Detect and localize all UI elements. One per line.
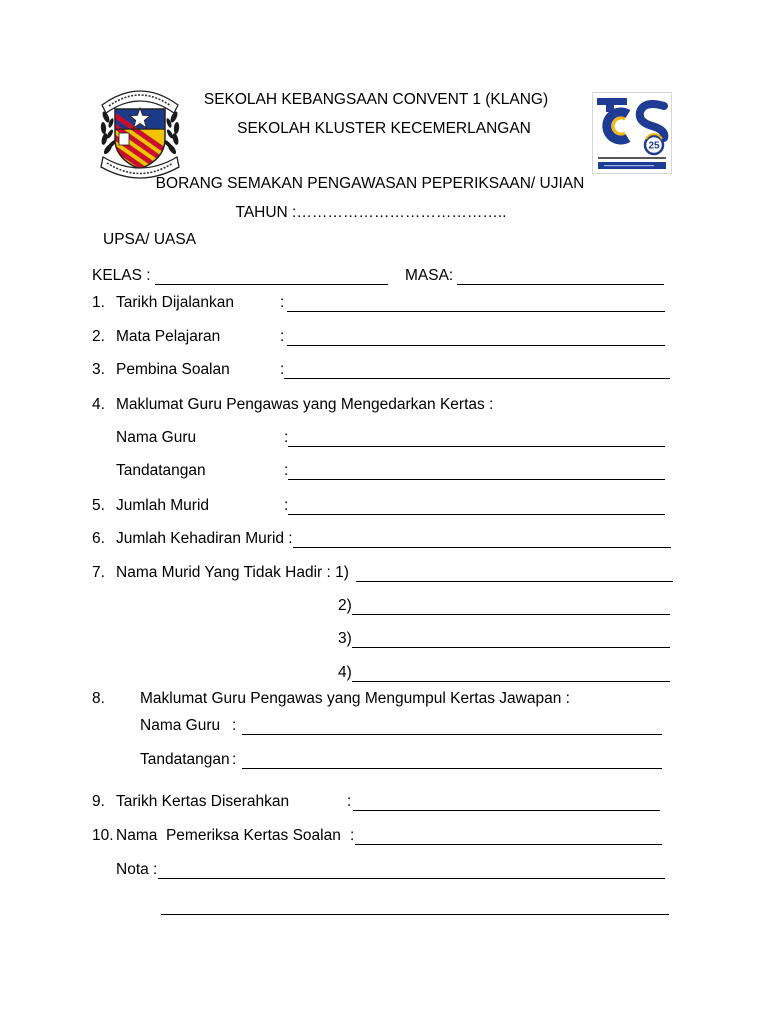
pembina-soalan-label: Pembina Soalan — [116, 361, 230, 378]
item-number: 3. — [92, 361, 105, 378]
tarikh-dijalankan-label: Tarikh Dijalankan — [116, 294, 235, 311]
item-colon: : — [280, 294, 285, 311]
tarikh-dijalankan-blank — [287, 311, 665, 312]
mata-pelajaran-label: Mata Pelajaran — [116, 328, 221, 345]
item-colon: : — [232, 717, 237, 734]
item-colon: : — [280, 328, 285, 345]
item-number: 4. — [92, 396, 105, 413]
absent-student-2-marker: 2) — [338, 597, 352, 614]
jumlah-murid-blank — [288, 514, 665, 515]
school-crest-icon — [97, 83, 183, 181]
nota-blank-line-2 — [161, 914, 669, 915]
ts25-logo-icon — [592, 92, 672, 174]
exam-type: UPSA/ UASA — [103, 231, 197, 248]
tarikh-kertas-diserahkan-blank — [353, 810, 660, 811]
distributing-teacher-signature-blank — [288, 479, 665, 480]
absent-student-3-marker: 3) — [338, 630, 352, 647]
nota-label: Nota : — [116, 861, 158, 878]
absent-students-label: Nama Murid Yang Tidak Hadir : 1) — [116, 564, 349, 581]
item-colon: : — [284, 497, 289, 514]
collecting-teacher-signature-blank — [242, 768, 662, 769]
collecting-teacher-name-blank — [242, 734, 662, 735]
absent-student-3-blank — [352, 647, 670, 648]
distributing-teacher-heading: Maklumat Guru Pengawas yang Mengedarkan Kertas : — [116, 396, 494, 413]
item-colon: : — [284, 429, 289, 446]
absent-student-2-blank — [352, 614, 670, 615]
item-colon: : — [280, 361, 285, 378]
nota-blank-line-1 — [158, 878, 665, 879]
pembina-soalan-blank — [284, 378, 670, 379]
item-colon: : — [347, 793, 352, 810]
absent-student-4-marker: 4) — [338, 664, 352, 681]
year-field: TAHUN :………………………………….. — [235, 204, 507, 221]
cluster-school-title: SEKOLAH KLUSTER KECEMERLANGAN — [237, 120, 531, 137]
absent-student-4-blank — [352, 681, 670, 682]
pemeriksa-kertas-soalan-blank — [355, 844, 662, 845]
collecting-teacher-name-label: Nama Guru — [140, 717, 221, 734]
absent-student-1-blank — [356, 581, 673, 582]
item-colon: : — [350, 827, 355, 844]
item-number: 2. — [92, 328, 105, 345]
kelas-label: KELAS : — [92, 267, 151, 284]
distributing-teacher-name-blank — [288, 446, 665, 447]
school-name: SEKOLAH KEBANGSAAN CONVENT 1 (KLANG) — [203, 91, 549, 108]
tarikh-kertas-diserahkan-label: Tarikh Kertas Diserahkan — [116, 793, 290, 810]
distributing-teacher-name-label: Nama Guru — [116, 429, 197, 446]
item-colon: : — [284, 462, 289, 479]
jumlah-murid-label: Jumlah Murid — [116, 497, 210, 514]
item-number: 1. — [92, 294, 105, 311]
jumlah-kehadiran-blank — [293, 547, 671, 548]
masa-label: MASA: — [405, 267, 454, 284]
jumlah-kehadiran-label: Jumlah Kehadiran Murid : — [116, 530, 293, 547]
item-number: 7. — [92, 564, 105, 581]
item-colon: : — [232, 751, 237, 768]
masa-blank — [457, 284, 664, 285]
kelas-blank — [155, 284, 388, 285]
form-title: BORANG SEMAKAN PENGAWASAN PEPERIKSAAN/ UJIAN — [155, 175, 585, 192]
logo-25-text: 25 — [648, 140, 660, 152]
collecting-teacher-heading: Maklumat Guru Pengawas yang Mengumpul Kertas Jawapan : — [140, 690, 570, 707]
item-number: 6. — [92, 530, 105, 547]
distributing-teacher-signature-label: Tandatangan — [116, 462, 206, 479]
item-number: 10. — [92, 827, 114, 844]
collecting-teacher-signature-label: Tandatangan — [140, 751, 230, 768]
item-number: 5. — [92, 497, 105, 514]
item-number: 9. — [92, 793, 105, 810]
item-number: 8. — [92, 690, 105, 707]
pemeriksa-kertas-soalan-label: Nama Pemeriksa Kertas Soalan — [116, 827, 341, 844]
mata-pelajaran-blank — [287, 345, 665, 346]
